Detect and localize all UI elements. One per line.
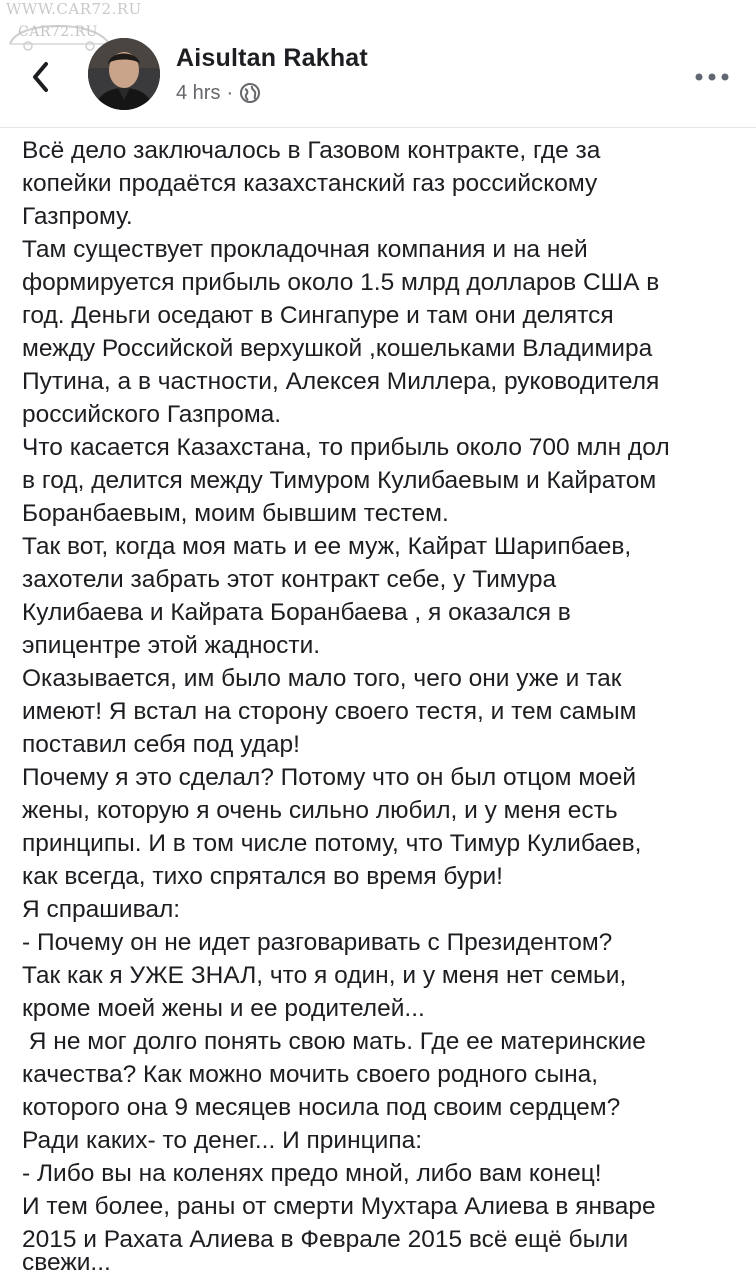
watermark-site-text: WWW.CAR72.RU — [6, 0, 142, 18]
post-line: - Почему он не идет разговаривать с Президентом? — [22, 929, 613, 956]
watermark-logo-text: CAR72.RU — [18, 24, 98, 40]
post-line: И тем более, раны от смерти Мухтара Алиева в январе — [22, 1193, 656, 1220]
post-line: Всё дело заключалось в Газовом контракте, где за — [22, 137, 601, 164]
meta-separator: · — [226, 81, 234, 104]
post-timestamp[interactable]: 4 hrs — [176, 81, 221, 104]
post-line: - Либо вы на коленях предо мной, либо вам конец! — [22, 1160, 602, 1187]
post-line: как всегда, тихо спрятался во время бури! — [22, 863, 503, 890]
post-line: качества? Как можно мочить своего родного сына, — [22, 1061, 599, 1088]
post-line: принципы. И в том числе потому, что Тимур Кулибаев, — [22, 830, 642, 857]
post-line: в год, делится между Тимуром Кулибаевым и Кайратом — [22, 467, 657, 494]
post-line: эпицентре этой жадности. — [22, 632, 321, 659]
post-line: имеют! Я встал на сторону своего тестя, и тем самым — [22, 698, 637, 725]
post-line: 2015 и Рахата Алиева в Феврале 2015 всё ещё были — [22, 1226, 629, 1253]
globe-icon[interactable] — [239, 82, 261, 104]
post-line: Я спрашивал: — [22, 896, 181, 923]
post-meta — [176, 80, 261, 106]
post-line: формируется прибыль около 1.5 млрд долларов США в — [22, 269, 660, 296]
post-line: российского Газпрома. — [22, 401, 282, 428]
post-line: Боранбаевым, моим бывшим тестем. — [22, 500, 449, 527]
post-line: Так как я УЖЕ ЗНАЛ, что я один, и у меня нет семьи, — [22, 962, 627, 989]
post-line: Ради каких- то денег... И принципа: — [22, 1127, 423, 1154]
post-line: которого она 9 месяцев носила под своим сердцем? — [22, 1094, 621, 1121]
avatar-image — [88, 38, 160, 110]
author-name[interactable]: Aisultan Rakhat — [176, 44, 368, 72]
post-line: Оказывается, им было мало того, чего они уже и так — [22, 665, 622, 692]
post-line: Так вот, когда моя мать и ее муж, Кайрат Шарипбаев, — [22, 533, 632, 560]
post-line: захотели забрать этот контракт себе, у Тимура — [22, 566, 557, 593]
post-line: Путина, а в частности, Алексея Миллера, руководителя — [22, 368, 660, 395]
post-line: Что касается Казахстана, то прибыль около 700 млн дол — [22, 434, 670, 461]
post-line: свежи... — [22, 1249, 111, 1276]
post-text — [0, 132, 756, 1280]
back-button[interactable] — [22, 52, 62, 102]
post-line: поставил себя под удар! — [22, 731, 300, 758]
post-line: между Российской верхушкой ,кошельками Владимира — [22, 335, 653, 362]
post-line: Почему я это сделал? Потому что он был отцом моей — [22, 764, 637, 791]
header-divider — [0, 127, 756, 128]
post-line: Кулибаева и Кайрата Боранбаева , я оказался в — [22, 599, 571, 626]
post-line: год. Деньги оседают в Сингапуре и там они делятся — [22, 302, 614, 329]
post-line: Там существует прокладочная компания и на ней — [22, 236, 588, 263]
more-options-button[interactable] — [692, 62, 732, 92]
post-line: Я не мог долго понять свою мать. Где ее материнские — [22, 1028, 646, 1055]
chevron-left-icon — [22, 52, 62, 102]
post-line: копейки продаётся казахстанский газ российскому — [22, 170, 598, 197]
post-line: кроме моей жены и ее родителей... — [22, 995, 425, 1022]
post-line: жены, которую я очень сильно любил, и у меня есть — [22, 797, 618, 824]
more-horizontal-icon — [692, 62, 732, 92]
post-header — [0, 0, 756, 128]
avatar[interactable] — [88, 38, 160, 110]
post-line: Газпрому. — [22, 203, 133, 230]
